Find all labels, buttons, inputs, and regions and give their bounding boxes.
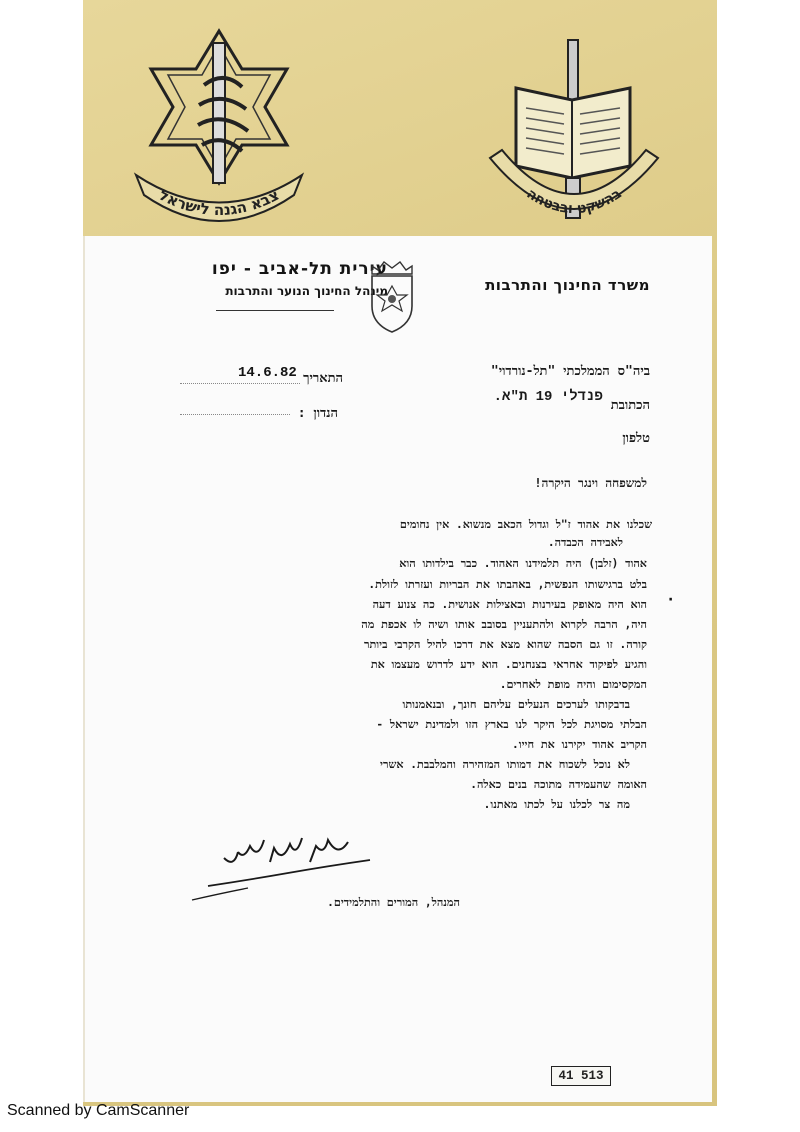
idf-emblem bbox=[124, 25, 314, 235]
letter-line: לאבידה הכבדה. bbox=[547, 536, 623, 549]
svg-text:צבא הגנה לישראל bbox=[156, 186, 282, 219]
municipality-department: מינהל החינוך הנוער והתרבות bbox=[225, 284, 388, 298]
letter-line: והגיע לפיקוד אחראי בצנחנים. הוא ידע לדרוש מעצמו את bbox=[370, 658, 647, 671]
archive-reference: 41 513 bbox=[551, 1066, 611, 1086]
letter-line: המקסימום והיה מופת לאחרים. bbox=[499, 678, 647, 691]
address-line bbox=[493, 389, 650, 414]
letter-line: היה, הרבה לקרוא ולהתעניין בסובב אותו ושיה לו אכפת מה bbox=[361, 618, 647, 631]
stray-mark: · bbox=[668, 592, 674, 608]
phone-label: טלפון bbox=[622, 431, 650, 446]
subject-dotted-line bbox=[180, 414, 290, 415]
camscanner-footer: Scanned by CamScanner bbox=[7, 1102, 190, 1119]
letter-line: בדבקותו לערכים הנעלים עליהם חונך, ובנאמנותו bbox=[402, 698, 630, 711]
ministry-title: משרד החינוך והתרבות bbox=[485, 276, 650, 294]
address-label: הכתובת bbox=[610, 398, 650, 413]
letter-line: אהוד (זלבן) היה תלמידנו האהוד. כבר בילדותו הוא bbox=[399, 557, 647, 570]
school-label: ביה"ס הממלכתי bbox=[563, 364, 650, 379]
letter-line: לא נוכל לשכוח את דמותו המזהירה והמלבבת. אשרי bbox=[380, 758, 630, 771]
letter-line: שכלנו את אהוד ז"ל וגדול הכאב מנשוא. אין נחומים bbox=[399, 518, 652, 531]
date-dotted-line bbox=[180, 383, 300, 384]
letter-line: הבלתי מסויגת לכל היקר לנו בארץ הזו ולמדינת ישראל - bbox=[376, 718, 647, 731]
date-value: 14.6.82 bbox=[238, 365, 297, 381]
date-label: התאריך bbox=[303, 371, 343, 386]
letter-line: מה צר לכלנו על לכתו מאתנו. bbox=[483, 798, 630, 811]
letter-line: האומה שהעמידה מתוכה בנים כאלה. bbox=[470, 778, 647, 791]
letter-line: בלט ברגישותו הנפשית, באהבתו את הבריות ועזרתו לזולת. bbox=[368, 578, 647, 591]
sign-off: המנהל, המורים והתלמידים. bbox=[327, 896, 460, 909]
subject-label: הנדון : bbox=[297, 406, 338, 421]
ministry-motto: בהשקט ובבטחה bbox=[523, 185, 625, 218]
salutation: למשפחה וינגר היקרה! bbox=[534, 476, 647, 490]
school-name: "תל-נורדוי" bbox=[490, 364, 556, 379]
address-value: פנדלי 19 ת"א. bbox=[493, 389, 603, 405]
letter-line: הוא היה מאופק בעירנות ובאצילות אנושית. כה צנוע דעה bbox=[372, 598, 647, 611]
tel-aviv-crest-icon bbox=[368, 260, 416, 334]
idf-motto: צבא הגנה לישראל bbox=[155, 185, 283, 220]
school-line bbox=[491, 363, 650, 379]
letter-line: קורה. זו גם הסבה שהוא מצא את דרכו להיל הקרבי ביותר bbox=[363, 638, 647, 651]
municipality-title: עירית תל-אביב - יפו bbox=[211, 259, 388, 279]
ministry-emblem bbox=[484, 38, 664, 238]
letter-line: הקריב אהוד יקירנו את חייו. bbox=[512, 738, 647, 751]
letterhead-underline bbox=[216, 310, 334, 311]
